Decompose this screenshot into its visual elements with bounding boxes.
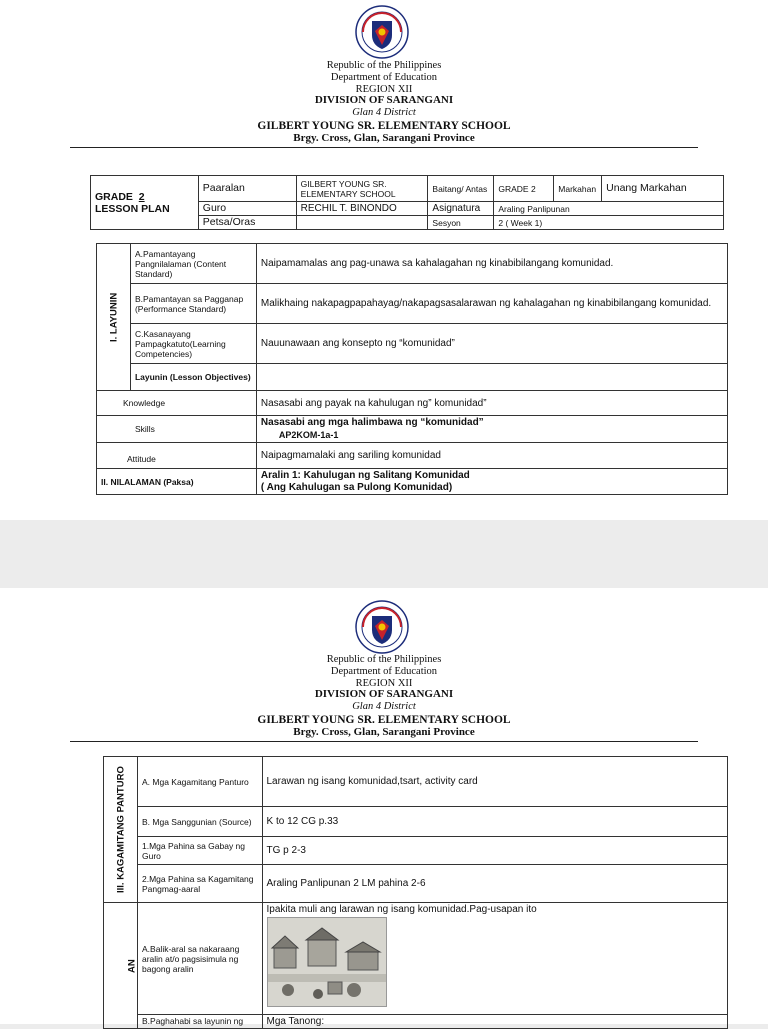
pamamaraan-section-label: AN bbox=[104, 903, 138, 1029]
performance-standard-label: B.Pamantayan sa Pagganap (Performance Standard) bbox=[130, 284, 256, 324]
date-value bbox=[296, 216, 428, 230]
region-line: REGION XII bbox=[355, 677, 413, 689]
letterhead bbox=[0, 654, 768, 739]
grade-number: 2 bbox=[138, 190, 145, 203]
materials-c2-value: Araling Panlipunan 2 LM pahina 2-6 bbox=[262, 865, 728, 903]
department-line: Department of Education bbox=[330, 71, 438, 83]
school-line: GILBERT YOUNG SR. ELEMENTARY SCHOOL bbox=[257, 713, 511, 726]
lesson-objectives-label: Layunin (Lesson Objectives) bbox=[130, 364, 256, 391]
republic-line: Republic of the Philippines bbox=[326, 654, 442, 665]
nilalaman-cell bbox=[256, 469, 727, 495]
session-value: 2 ( Week 1) bbox=[494, 216, 724, 230]
division-line: DIVISION OF SARANGANI bbox=[314, 688, 454, 701]
letterhead bbox=[0, 60, 768, 145]
attitude-value: Naipagmamalaki ang sariling komunidad bbox=[256, 443, 727, 469]
layunin-section-label: I. LAYUNIN bbox=[97, 244, 131, 391]
materials-c1-value: TG p 2-3 bbox=[262, 837, 728, 865]
materials-c1-label: 1.Mga Pahina sa Gabay ng Guro bbox=[138, 837, 263, 865]
content-standard-value: Naipamamalas ang pag-unawa sa kahalagahan ng kinabibilangang komunidad. bbox=[256, 244, 727, 284]
subject-label: Asignatura bbox=[428, 202, 494, 216]
nilalaman-line-2: ( Ang Kahulugan sa Pulong Komunidad) bbox=[260, 481, 453, 493]
school-label: Paaralan bbox=[198, 176, 296, 202]
level-value: GRADE 2 bbox=[494, 176, 554, 202]
page-2 bbox=[0, 588, 768, 1027]
skills-code: AP2KOM-1a-1 bbox=[278, 430, 339, 440]
republic-line: Republic of the Philippines bbox=[326, 60, 442, 71]
procedure-a-value: Ipakita muli ang larawan ng isang komunidad.Pag-usapan ito bbox=[266, 904, 537, 915]
content-standard-label: A.Pamantayang Pangnilalaman (Content Standard) bbox=[130, 244, 256, 284]
nilalaman-line-1: Aralin 1: Kahulugan ng Salitang Komunidad bbox=[260, 470, 470, 481]
materials-a-value: Larawan ng isang komunidad,tsart, activity card bbox=[262, 757, 728, 807]
kagamitan-section-label: III. KAGAMITANG PANTURO bbox=[104, 757, 138, 903]
teacher-label: Guro bbox=[198, 202, 296, 216]
division-line: DIVISION OF SARANGANI bbox=[314, 94, 454, 107]
community-picture bbox=[267, 917, 387, 1007]
procedure-a-cell bbox=[262, 903, 728, 1015]
subject-value: Araling Panlipunan bbox=[494, 202, 724, 216]
community-sketch-icon bbox=[268, 918, 386, 1006]
date-label: Petsa/Oras bbox=[198, 216, 296, 230]
district-line: Glan 4 District bbox=[352, 107, 416, 119]
materials-b-value: K to 12 CG p.33 bbox=[262, 807, 728, 837]
lesson-plan-label: LESSON PLAN bbox=[95, 202, 170, 215]
nilalaman-label: II. NILALAMAN (Paksa) bbox=[97, 469, 257, 495]
deped-seal-icon bbox=[355, 600, 409, 654]
procedure-a-label: A.Balik-aral sa nakaraang aralin at/o pagsisimula ng bagong aralin bbox=[138, 903, 263, 1015]
lesson-info-table bbox=[90, 175, 724, 230]
lesson-objectives-value bbox=[256, 364, 727, 391]
teacher-value: RECHIL T. BINONDO bbox=[296, 202, 428, 216]
skills-cell bbox=[256, 416, 727, 443]
grade-cell: GRADE 2 LESSON PLAN bbox=[91, 176, 199, 230]
knowledge-label: Knowledge bbox=[97, 391, 257, 416]
knowledge-value: Nasasabi ang payak na kahulugan ng” komunidad” bbox=[256, 391, 727, 416]
competencies-value: Nauunawaan ang konsepto ng “komunidad” bbox=[256, 324, 727, 364]
district-line: Glan 4 District bbox=[352, 701, 416, 713]
school-line: GILBERT YOUNG SR. ELEMENTARY SCHOOL bbox=[257, 119, 511, 132]
header-rule bbox=[70, 147, 698, 148]
materials-table bbox=[103, 756, 728, 1029]
materials-c2-label: 2.Mga Pahina sa Kagamitang Pangmag-aaral bbox=[138, 865, 263, 903]
header-rule bbox=[70, 741, 698, 742]
materials-b-label: B. Mga Sanggunian (Source) bbox=[138, 807, 263, 837]
competencies-label: C.Kasanayang Pampagkatuto(Learning Competencies) bbox=[130, 324, 256, 364]
materials-a-label: A. Mga Kagamitang Panturo bbox=[138, 757, 263, 807]
region-line: REGION XII bbox=[355, 83, 413, 95]
objectives-table bbox=[96, 243, 728, 495]
school-value: GILBERT YOUNG SR. ELEMENTARY SCHOOL bbox=[296, 176, 428, 202]
department-line: Department of Education bbox=[330, 665, 438, 677]
performance-standard-value: Malikhaing nakapagpapahayag/nakapagsasalarawan ng kahalagahan ng kinabibilangang komunidad. bbox=[256, 284, 727, 324]
quarter-value: Unang Markahan bbox=[602, 176, 724, 202]
procedure-b-value: Mga Tanong: bbox=[262, 1015, 728, 1029]
procedure-b-label: B.Paghahabi sa layunin ng bbox=[138, 1015, 263, 1029]
skills-value: Nasasabi ang mga halimbawa ng “komunidad” bbox=[260, 417, 484, 428]
quarter-label: Markahan bbox=[554, 176, 602, 202]
session-label: Sesyon bbox=[428, 216, 494, 230]
level-label: Baitang/ Antas bbox=[428, 176, 494, 202]
deped-seal-icon bbox=[355, 5, 409, 59]
skills-label: Skills bbox=[97, 416, 257, 443]
attitude-label: Attitude bbox=[97, 443, 257, 469]
address-line: Brgy. Cross, Glan, Sarangani Province bbox=[293, 131, 475, 144]
address-line: Brgy. Cross, Glan, Sarangani Province bbox=[293, 725, 475, 738]
